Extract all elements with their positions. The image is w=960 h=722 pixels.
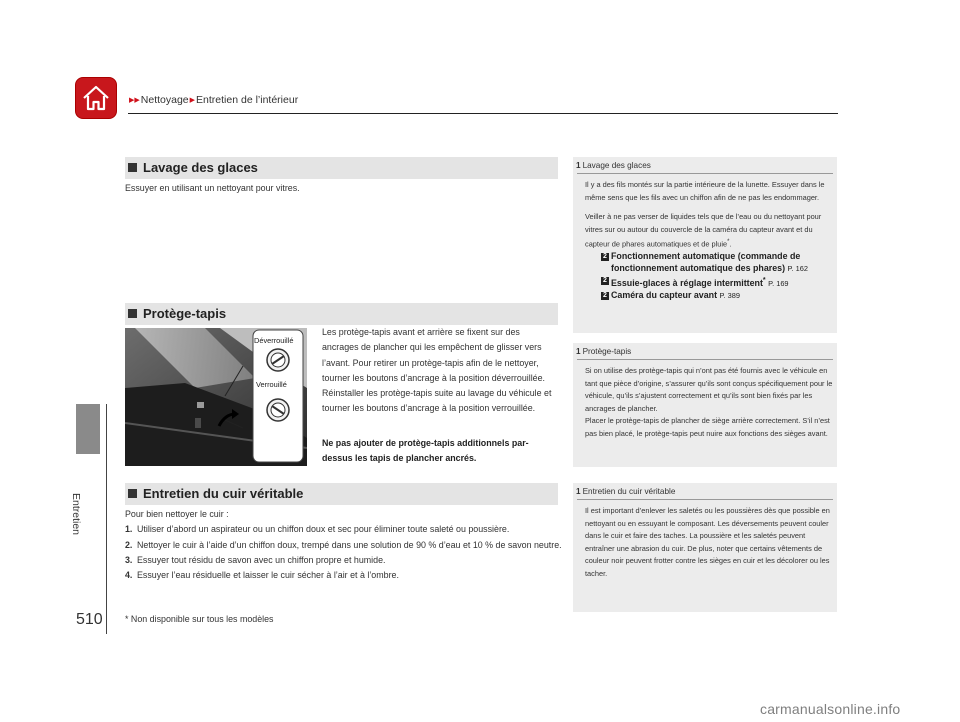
sidebar-paragraph: Il est important d’enlever les saletés ou les poussières dès que possible en nettoyant ou en essuyant le composant. Les déversements peuvent couler dans le cuir et faire des taches. La poussière et les saletés peuvent entraîner une abrasion du cuir. De plus, noter que certains vêtements de couleur noir peuvent frotter contre les sièges en cuir et les décolorer ou les tacher. xyxy=(585,506,830,578)
breadcrumb-arrow-icon: ▶▶ xyxy=(129,97,140,104)
section-title: Entretien du cuir véritable xyxy=(143,486,304,501)
xref-label: Fonctionnement automatique (commande de fonctionnement automatique des phares) xyxy=(611,251,801,274)
sidebar-body xyxy=(577,499,833,585)
footnote-star: * xyxy=(727,239,730,246)
footnote: * Non disponible sur tous les modèles xyxy=(125,614,274,624)
xref-page: P. 169 xyxy=(768,278,789,288)
sidebar-box-entretien-cuir xyxy=(573,483,837,612)
breadcrumb-item-entretien-interieur: Entretien de l’intérieur xyxy=(196,94,299,106)
sidebar-body xyxy=(577,359,833,445)
step-number: 3. xyxy=(125,554,133,565)
section-square-icon xyxy=(128,163,137,172)
cuir-intro: Pour bien nettoyer le cuir : xyxy=(125,509,229,519)
step-number: 4. xyxy=(125,570,133,581)
step-text: Nettoyer le cuir à l’aide d’un chiffon doux, trempé dans une solution de 90 % d’eau et 10 % de savon neutre. xyxy=(137,539,562,550)
list-item xyxy=(125,568,565,583)
step-text: Essuyer l’eau résiduelle et laisser le cuir sécher à l’air et à l’ombre. xyxy=(137,570,399,581)
cross-reference-link[interactable] xyxy=(601,275,833,290)
xref-page: P. 162 xyxy=(787,264,808,274)
step-text: Utiliser d’abord un aspirateur ou un chiffon doux et sec pour éliminer toute saleté ou poussière. xyxy=(137,524,510,535)
cross-reference-icon: 2 xyxy=(601,277,609,285)
sidebar-title xyxy=(573,483,837,499)
section-square-icon xyxy=(128,489,137,498)
sidebar-paragraph: Si on utilise des protège-tapis qui n’ont pas été fournis avec le véhicule en tant que pièce d’origine, s’assurer qu’ils sont conçus spécifiquement pour le véhicule, qu’ils s’ajustent correctement et qu’ils sont bien fixés par les ancrages de plancher. xyxy=(585,366,833,413)
watermark: carmanualsonline.info xyxy=(760,701,901,717)
sidebar-paragraph-end: . xyxy=(729,239,732,249)
section-title: Lavage des glaces xyxy=(143,160,258,175)
sidebar-ref-number: 1 xyxy=(576,161,581,170)
cross-reference-link[interactable] xyxy=(601,251,833,274)
sidebar-body xyxy=(577,173,833,305)
list-item xyxy=(125,538,565,553)
sidebar-title xyxy=(573,157,837,173)
sidebar-ref-number: 1 xyxy=(576,347,581,356)
chapter-tab-marker xyxy=(76,404,100,454)
sidebar-paragraph xyxy=(585,211,833,251)
footnote-star: * xyxy=(762,276,766,284)
floor-mat-anchor-illustration xyxy=(125,328,307,466)
page-number: 510 xyxy=(76,611,103,628)
header-rule xyxy=(128,113,838,114)
xref-label: Essuie-glaces à réglage intermittent xyxy=(611,277,763,288)
sidebar-paragraph: Placer le protège-tapis de plancher de siège arrière correctement. S’il n’est pas bien placé, le protège-tapis peut nuire aux fonctions des sièges avant. xyxy=(585,416,830,438)
step-number: 2. xyxy=(125,539,133,550)
breadcrumb xyxy=(128,94,298,106)
tapis-text: Les protège-tapis avant et arrière se fixent sur des ancrages de plancher qui les empêchent de glisser vers l’avant. Pour retirer un protège-tapis afin de le nettoyer, tourner les boutons d’ancrage à la position déverrouillée. Réinstaller les protège-tapis suite au lavage du véhicule et tourner les boutons d’ancrage à la position verrouillée. xyxy=(322,327,552,414)
tapis-warning: Ne pas ajouter de protège-tapis additionnels par-dessus les tapis de plancher ancrés. xyxy=(322,438,529,464)
cross-reference-icon: 2 xyxy=(601,292,609,300)
breadcrumb-item-nettoyage[interactable]: Nettoyage xyxy=(140,94,189,106)
home-button[interactable] xyxy=(76,78,116,118)
sidebar-title-text: Protège-tapis xyxy=(582,347,632,356)
xref-label: Caméra du capteur avant xyxy=(611,289,718,300)
sidebar-paragraph-text: Veiller à ne pas verser de liquides tels que de l’eau ou du nettoyant pour vitres sur ou autour du couvercle de la caméra du capteur avant et du capteur de phares automatiques et de pluie xyxy=(585,212,822,249)
label-deverrouille: Déverrouillé xyxy=(254,336,294,345)
sidebar-box-lavage-glaces xyxy=(573,157,837,333)
sidebar-ref-number: 1 xyxy=(576,487,581,496)
home-icon xyxy=(81,83,111,113)
chapter-tab-line xyxy=(106,404,107,634)
glaces-text: Essuyer en utilisant un nettoyant pour vitres. xyxy=(125,183,300,193)
section-title: Protège-tapis xyxy=(143,306,227,321)
sidebar-box-protege-tapis xyxy=(573,343,837,467)
sidebar-title xyxy=(573,343,837,359)
section-heading-entretien-cuir xyxy=(125,483,558,505)
cuir-content xyxy=(125,507,565,583)
cross-reference-link[interactable] xyxy=(601,290,833,302)
xref-page: P. 389 xyxy=(719,290,740,300)
sidebar-paragraph: Il y a des fils montés sur la partie intérieure de la lunette. Essuyer dans le même sens que les fils avec un chiffon afin de ne pas les endommager. xyxy=(585,180,825,202)
label-verrouille: Verrouillé xyxy=(256,380,287,389)
sidebar-title-text: Entretien du cuir véritable xyxy=(582,487,676,496)
breadcrumb-arrow-icon: ▶ xyxy=(189,97,196,104)
step-text: Essuyer tout résidu de savon avec un chiffon propre et humide. xyxy=(137,554,386,565)
section-heading-lavage-glaces xyxy=(125,157,558,179)
list-item xyxy=(125,553,565,568)
cross-reference-icon: 2 xyxy=(601,253,609,261)
section-heading-protege-tapis xyxy=(125,303,558,325)
list-item xyxy=(125,522,565,537)
chapter-tab-label[interactable]: Entretien xyxy=(70,493,82,536)
sidebar-title-text: Lavage des glaces xyxy=(582,161,651,170)
section-square-icon xyxy=(128,309,137,318)
step-number: 1. xyxy=(125,524,133,535)
